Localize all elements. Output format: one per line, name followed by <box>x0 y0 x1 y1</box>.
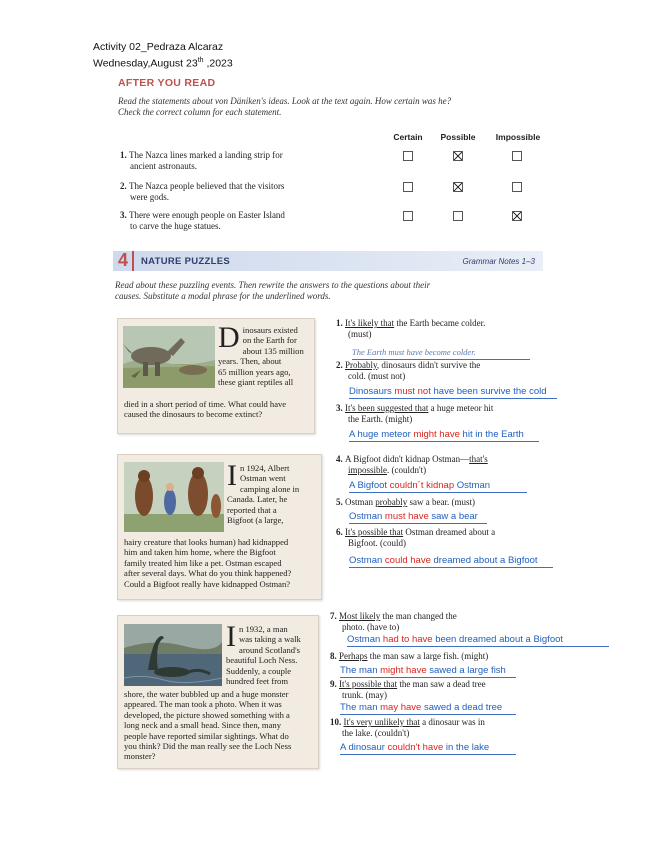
story-line: Bigfoot (a large, <box>227 515 284 526</box>
story-line: around Scotland's <box>239 644 300 655</box>
underlined-phrase: Probably <box>345 360 377 370</box>
story-line: after several days. What do you think happened? <box>124 568 292 579</box>
story-line: camping alone in <box>240 483 300 494</box>
question-text: Ostman dreamed about a <box>403 527 496 537</box>
question-text: , dinosaurs didn't survive the <box>376 360 481 370</box>
story-line: hundred feet from <box>226 676 289 687</box>
question-number: 2. <box>336 360 345 370</box>
question-text: the man saw a large fish. (might) <box>367 651 489 661</box>
story-3-top: I n 1932, a man was taking a walk around Scotland's beautiful Loch Ness. Suddenly, a couple hundred feet from <box>226 624 316 686</box>
answer-segment: The man <box>340 702 381 713</box>
col-certain: Certain <box>393 132 423 142</box>
bigfoot-illustration <box>124 462 224 532</box>
answer-segment: A huge meteor <box>349 429 414 440</box>
answer-segment: dreamed about a Bigfoot <box>430 555 538 566</box>
question-number: 10. <box>330 717 344 727</box>
question-line <box>336 538 556 549</box>
story-dinosaurs <box>117 318 315 434</box>
story-line: n 1932, a man <box>239 624 288 634</box>
question-1 <box>336 318 556 340</box>
checkbox-impossible[interactable] <box>512 151 522 161</box>
grammar-notes: Grammar Notes 1–3 <box>462 257 535 266</box>
question-text: (must) <box>348 329 372 339</box>
after-you-read-title: AFTER YOU READ <box>118 77 216 89</box>
story-bigfoot <box>117 454 322 600</box>
answer-segment: The Earth must have become colder. <box>352 347 476 357</box>
statement-line: were gods. <box>130 192 169 202</box>
statement-number: 3. <box>120 210 129 220</box>
story-line: beautiful Loch Ness. <box>226 655 298 666</box>
question-number: 5. <box>336 497 345 507</box>
statement-line <box>120 150 370 161</box>
col-possible: Possible <box>440 132 476 142</box>
story-line: Could a Bigfoot really have kidnapped Ostman? <box>124 578 291 589</box>
question-line <box>336 360 556 371</box>
story-line: was taking a walk <box>239 634 301 645</box>
underlined-phrase: It's very unlikely that <box>343 717 420 727</box>
answer-segment: might have <box>413 429 460 440</box>
question-2 <box>336 360 556 382</box>
story-line: you think? Did the man really see the Loch Ness <box>124 741 292 752</box>
question-text: the lake. (couldn't) <box>342 728 410 738</box>
answer-segment: have been survive the cold <box>430 386 547 397</box>
question-line <box>336 527 556 538</box>
answer-segment: Ostman <box>349 555 385 566</box>
question-line <box>330 611 550 622</box>
question-line <box>336 454 556 465</box>
statement-text: The Nazca lines marked a landing strip for <box>129 150 283 160</box>
underlined-phrase: It's possible that <box>339 679 398 689</box>
question-number: 4. <box>336 454 345 464</box>
checkbox-certain[interactable] <box>403 211 413 221</box>
story-line: about 135 million <box>242 345 304 356</box>
story-line: reported that a <box>227 504 277 515</box>
question-text: a huge meteor hit <box>428 403 494 413</box>
story-line: n 1924, Albert <box>240 463 290 473</box>
underlined-phrase: impossible <box>348 465 388 475</box>
story-line: him and taken him home, where the Bigfoot <box>124 547 276 558</box>
question-line <box>336 403 556 414</box>
question-line <box>330 622 550 633</box>
answer-7[interactable] <box>347 634 609 647</box>
question-text: Ostman <box>345 497 376 507</box>
story-line: inosaurs existed <box>242 325 298 335</box>
question-number: 8. <box>330 651 339 661</box>
answer-segment: sawed a dead tree <box>421 702 503 713</box>
section-banner <box>113 251 543 271</box>
question-line <box>336 497 556 508</box>
story-1-top: D inosaurs existed on the Earth for about 135 million years. Then, about 65 million years ago, these giant reptiles all <box>218 325 310 387</box>
checkbox-certain[interactable] <box>403 151 413 161</box>
question-3 <box>336 403 556 425</box>
story-loch-ness <box>117 615 319 769</box>
story-line: died in a short period of time. What could have <box>124 399 287 409</box>
story-1-bottom <box>124 399 310 420</box>
answer-segment: Dinosaurs <box>349 386 395 397</box>
statement-text: There were enough people on Easter Island <box>129 210 285 220</box>
story-line: caused the dinosaurs to become extinct? <box>124 409 263 420</box>
answer-6[interactable] <box>349 555 553 568</box>
question-line <box>330 717 550 728</box>
story-line: years. Then, about <box>218 356 282 367</box>
question-number: 1. <box>336 318 345 328</box>
answer-segment: A Bigfoot <box>349 480 390 491</box>
underlined-phrase: that's <box>469 454 488 464</box>
answer-segment: hit in the Earth <box>459 429 524 440</box>
statement-2 <box>120 181 370 203</box>
answer-segment: The man <box>340 665 381 676</box>
answer-segment: may have <box>380 702 422 713</box>
question-text: the man changed the <box>380 611 457 621</box>
answer-3[interactable] <box>349 429 539 442</box>
section4-instructions: Read about these puzzling events. Then rewrite the answers to the questions about their causes. Substitute a modal phrase for the underlined words. <box>115 280 431 301</box>
section-bar <box>132 251 134 271</box>
question-4 <box>336 454 556 476</box>
question-text: the Earth. (might) <box>348 414 413 424</box>
question-number: 7. <box>330 611 339 621</box>
statement-1 <box>120 150 370 172</box>
dinosaur-illustration <box>123 326 215 388</box>
answer-segment: couldn´t kidnap <box>389 480 455 491</box>
story-line: family treated him like a pet. Ostman escaped <box>124 557 282 568</box>
statement-text: The Nazca people believed that the visitors <box>129 181 285 191</box>
underlined-phrase: It's likely that <box>345 318 395 328</box>
question-line <box>336 371 556 382</box>
question-5 <box>336 497 556 508</box>
checkbox-possible[interactable] <box>453 211 463 221</box>
underlined-phrase: It's possible that <box>345 527 404 537</box>
story-line: shore, the water bubbled up and a huge monster <box>124 689 289 699</box>
answer-8[interactable] <box>340 665 516 678</box>
answer-2[interactable] <box>349 386 557 399</box>
checkbox-possible[interactable] <box>453 151 463 161</box>
answer-segment: must have <box>384 511 429 522</box>
answer-segment: could have <box>384 555 431 566</box>
question-line <box>330 651 550 662</box>
question-line <box>330 728 550 739</box>
question-text: a dinosaur was in <box>419 717 485 727</box>
answer-segment: Ostman <box>349 511 385 522</box>
question-text: the Earth became colder. <box>394 318 486 328</box>
question-7 <box>330 611 550 633</box>
question-number: 9. <box>330 679 339 689</box>
question-text: trunk. (may) <box>342 690 387 700</box>
loch-ness-illustration <box>124 624 222 686</box>
story-line: 65 million years ago, <box>218 366 291 377</box>
statement-line: ancient astronauts. <box>130 161 197 171</box>
story-line: long neck and a small head. Since then, many <box>124 720 282 731</box>
checkbox-certain[interactable] <box>403 182 413 192</box>
question-line <box>330 690 550 701</box>
story-line: people have reported similar sightings. What do <box>124 730 289 741</box>
story-line: Ostman went <box>240 473 286 484</box>
underlined-phrase: Perhaps <box>339 651 368 661</box>
checkbox-impossible[interactable] <box>512 211 522 221</box>
col-impossible: Impossible <box>495 132 541 142</box>
question-text: Bigfoot. (could) <box>348 538 406 548</box>
answer-segment: might have <box>380 665 427 676</box>
question-line <box>336 465 556 476</box>
story-line: Suddenly, a couple <box>226 665 292 676</box>
answer-segment: Ostman <box>347 634 383 645</box>
statement-3 <box>120 210 370 232</box>
answer-segment: A dinosaur <box>340 742 388 753</box>
answer-10[interactable] <box>340 742 516 755</box>
question-line <box>336 414 556 425</box>
question-6 <box>336 527 556 549</box>
question-text: cold. (must not) <box>348 371 406 381</box>
answer-9[interactable] <box>340 702 516 715</box>
answer-1[interactable] <box>352 346 530 360</box>
question-9 <box>330 679 550 701</box>
story-2-top: I n 1924, Albert Ostman went camping alone in Canada. Later, he reported that a Bigfoot (a large, <box>227 463 319 525</box>
question-text: the man saw a dead tree <box>397 679 486 689</box>
answer-segment: saw a bear <box>428 511 478 522</box>
story-line: on the Earth for <box>242 335 297 346</box>
question-number: 6. <box>336 527 345 537</box>
story-line: appeared. The man took a photo. When it was <box>124 699 282 710</box>
answer-5[interactable] <box>349 511 487 524</box>
question-line <box>336 318 556 329</box>
story-line: these giant reptiles all <box>218 377 294 388</box>
underlined-phrase: probably <box>375 497 408 507</box>
section-title: NATURE PUZZLES <box>141 256 230 267</box>
question-text: photo. (have to) <box>342 622 400 632</box>
underlined-phrase: Most likely <box>339 611 381 621</box>
question-text: saw a bear. (must) <box>407 497 475 507</box>
statement-line <box>120 210 370 221</box>
story-line: monster? <box>124 751 156 762</box>
question-10 <box>330 717 550 739</box>
question-number: 3. <box>336 403 345 413</box>
story-3-bottom <box>124 689 316 762</box>
answer-segment: in the lake <box>443 742 490 753</box>
statement-number: 1. <box>120 150 129 160</box>
question-line <box>330 679 550 690</box>
page-header <box>93 40 233 71</box>
checkbox-impossible[interactable] <box>512 182 522 192</box>
answer-segment: Ostman <box>454 480 491 491</box>
question-text: A Bigfoot didn't kidnap Ostman— <box>345 454 470 464</box>
statement-number: 2. <box>120 181 129 191</box>
statement-line: to carve the huge statues. <box>130 221 221 231</box>
statement-line <box>120 181 370 192</box>
story-2-bottom <box>124 537 318 589</box>
story-line: Canada. Later, he <box>227 494 288 505</box>
answer-segment: couldn't have <box>387 742 444 753</box>
answer-4[interactable] <box>349 480 527 493</box>
answer-segment: had to have <box>382 634 433 645</box>
checkbox-possible[interactable] <box>453 182 463 192</box>
story-line: hairy creature that looks human) had kidnapped <box>124 537 289 547</box>
question-8 <box>330 651 550 662</box>
section-number: 4 <box>118 250 129 270</box>
answer-segment: must not <box>394 386 431 397</box>
answer-segment: sawed a large fish <box>426 665 506 676</box>
answer-segment: been dreamed about a Bigfoot <box>432 634 564 645</box>
question-line <box>336 329 556 340</box>
story-line: developed, the picture showed something with a <box>124 709 290 720</box>
underlined-phrase: It's been suggested that <box>345 403 429 413</box>
header-line-2: Wednesday,August 23th ,2023 <box>93 57 233 70</box>
after-you-read-instructions: Read the statements about von Däniken's ideas. Look at the text again. How certain was he? Check the correct column for each statement. <box>118 96 452 117</box>
question-text: . (couldn't) <box>387 465 427 475</box>
header-line-1: Activity 02_Pedraza Alcaraz <box>93 41 224 53</box>
